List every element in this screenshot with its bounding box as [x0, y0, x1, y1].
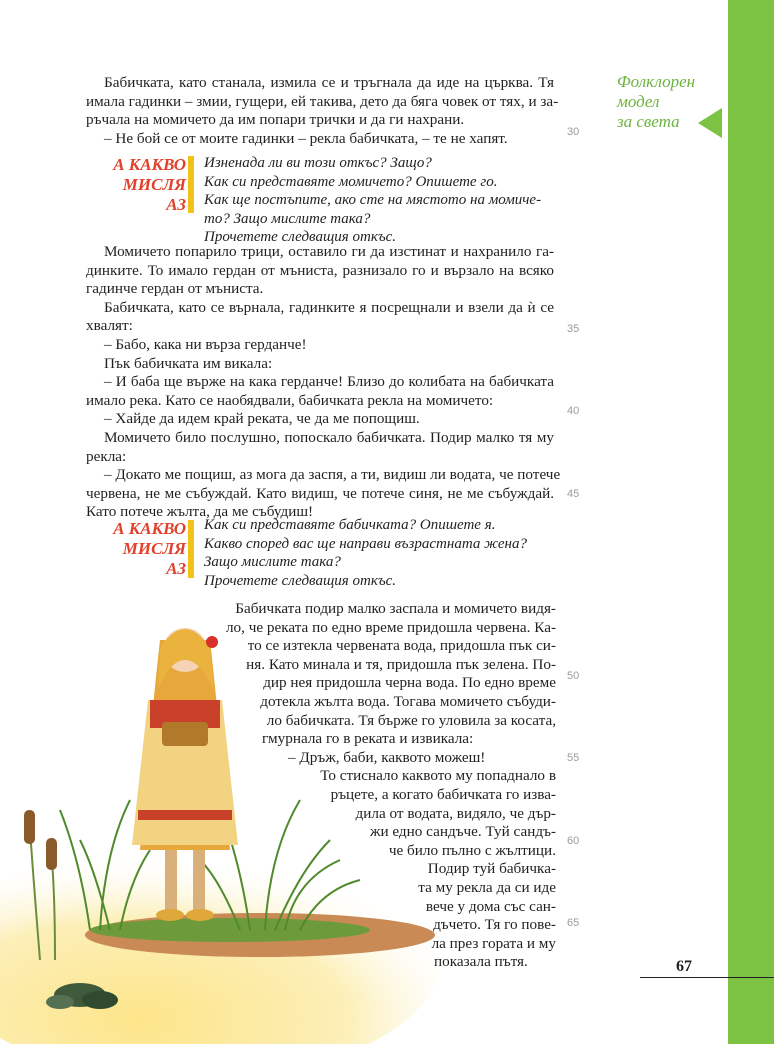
text-line: ня. Като минала и тя, придошла пък зелена. По- [246, 655, 556, 673]
text-line: ръчала на момичето да им попари трички и да ги нахрани. [86, 111, 465, 129]
text-line: – Хайде да идем край реката, че да ме попощиш. [104, 410, 420, 428]
side-note-line: Фолклорен [617, 72, 696, 91]
text-line: ла през гората и му [431, 934, 556, 952]
question-bar [188, 520, 194, 578]
question-label-line: МИСЛЯ АЗ [122, 539, 186, 578]
question-line: то? Защо мислите така? [204, 210, 371, 227]
text-line: Бабичката, като станала, измила се и тръгнала да иде на църква. Тя [104, 74, 554, 91]
page-number: 67 [676, 958, 692, 975]
text-line: червена, не ме събуждай. Като видиш, че потече синя, не ме събуждай. [86, 484, 554, 502]
text-line: ло бабичката. Тя бърже го уловила за косата, [266, 711, 556, 729]
text-line: рекла: [86, 447, 127, 465]
text-line: Като потече жълта, да ме събудиш! [86, 503, 314, 521]
page-rule [640, 977, 774, 978]
questions-block-1 [204, 154, 541, 247]
question-bar [188, 156, 194, 213]
line-number: 50 [567, 670, 580, 682]
paragraph-3 [150, 600, 556, 972]
question-line: Как си представяте момичето? Опишете го. [204, 173, 498, 190]
text-line: Пък бабичката им викала: [104, 354, 273, 372]
question-line: Как си представяте бабичката? Опишете я. [204, 517, 496, 533]
paragraph-1 [86, 74, 559, 148]
question-line: Прочетете следващия откъс. [204, 572, 397, 589]
text-line: То стиснало каквото му попаднало в [320, 767, 556, 785]
side-note-line: за света [617, 112, 680, 131]
question-line: Как ще постъпите, ако сте на мястото на момиче- [204, 192, 542, 209]
questions-block-2 [204, 516, 527, 590]
question-line: Какво според вас ще направи възрастната жена? [204, 535, 527, 552]
question-label [110, 519, 186, 579]
text-line: имала гадинки – змии, гущери, ей такива, дето да бяга човек от тях, и за- [86, 92, 559, 110]
side-note-line: модел [617, 92, 660, 111]
question-line: Прочетете следващия откъс. [204, 229, 397, 246]
text-line: дотекла жълта вода. Тогава момичето събуди- [260, 692, 556, 710]
text-line: динките. То имало гердан от мъниста, разнизало го и вързало на всяко [86, 261, 554, 279]
text-line: Подир туй бабичка- [427, 860, 556, 878]
text-line: та му рекла да си иде [418, 878, 556, 896]
paragraph-2 [86, 243, 561, 522]
text-line: хвалят: [86, 317, 133, 335]
text-line: дир нея придошла черна вода. По едно време [263, 674, 556, 692]
question-label-line: МИСЛЯ АЗ [122, 175, 186, 214]
question-label-line: А КАКВО [113, 155, 186, 174]
text-line: – И баба ще върже на кака герданче! Близо до колибата на бабичката [104, 373, 554, 391]
text-line: че било пълно с жълтици. [388, 841, 556, 859]
text-line: показала пътя. [434, 953, 528, 971]
question-label [110, 155, 186, 215]
line-number: 30 [567, 126, 580, 138]
text-line: Бабичката подир малко заспала и момичето видя- [235, 600, 556, 617]
text-line: дила от водата, видяло, че дър- [355, 804, 556, 822]
green-margin-bar [728, 0, 774, 1044]
text-line: – Не бой се от моите гадинки – рекла бабичката, – те не хапят. [104, 129, 508, 147]
question-line: Защо мислите така? [204, 554, 341, 571]
text-line: жи едно сандъче. Туй сандъ- [369, 823, 556, 841]
text-line: Момичето било послушно, попоскало бабичката. Подир малко тя му [104, 428, 554, 446]
question-line: Изненада ли ви този откъс? Защо? [204, 155, 432, 171]
text-line: вече у дома със сан- [425, 897, 556, 915]
text-line: то се изтекла червената вода, придошла пък си- [247, 637, 556, 655]
line-number: 45 [567, 488, 580, 500]
text-line: – Докато ме пощиш, аз мога да заспя, а ти, видиш ли водата, че потече [104, 466, 561, 484]
line-number: 40 [567, 405, 580, 417]
text-line: дъчето. Тя го пове- [433, 916, 556, 934]
line-number: 60 [567, 835, 580, 847]
question-label-line: А КАКВО [113, 519, 186, 538]
text-line: имало река. Като се наобядвали, бабичката рекла на момичето: [86, 391, 494, 409]
line-number: 65 [567, 917, 580, 929]
line-number: 55 [567, 752, 580, 764]
text-line: гмурнала го в реката и извикала: [262, 730, 474, 748]
text-line: – Бабо, кака ни върза герданче! [104, 335, 307, 353]
text-line: Момичето попарило трици, оставило ги да изстинат и нахранило га- [104, 243, 554, 260]
text-line: ло, че реката по едно време придошла червена. Ка- [225, 618, 556, 636]
text-line: ръцете, а когато бабичката го изва- [330, 785, 556, 803]
text-line: гадинче гердан от мъниста. [86, 280, 264, 298]
side-arrow-icon [698, 108, 722, 138]
line-number: 35 [567, 323, 580, 335]
text-line: – Дръж, баби, каквото можеш! [288, 748, 486, 766]
text-line: Бабичката, като се върнала, гадинките я посрещнали и взели да ѝ се [104, 298, 554, 316]
